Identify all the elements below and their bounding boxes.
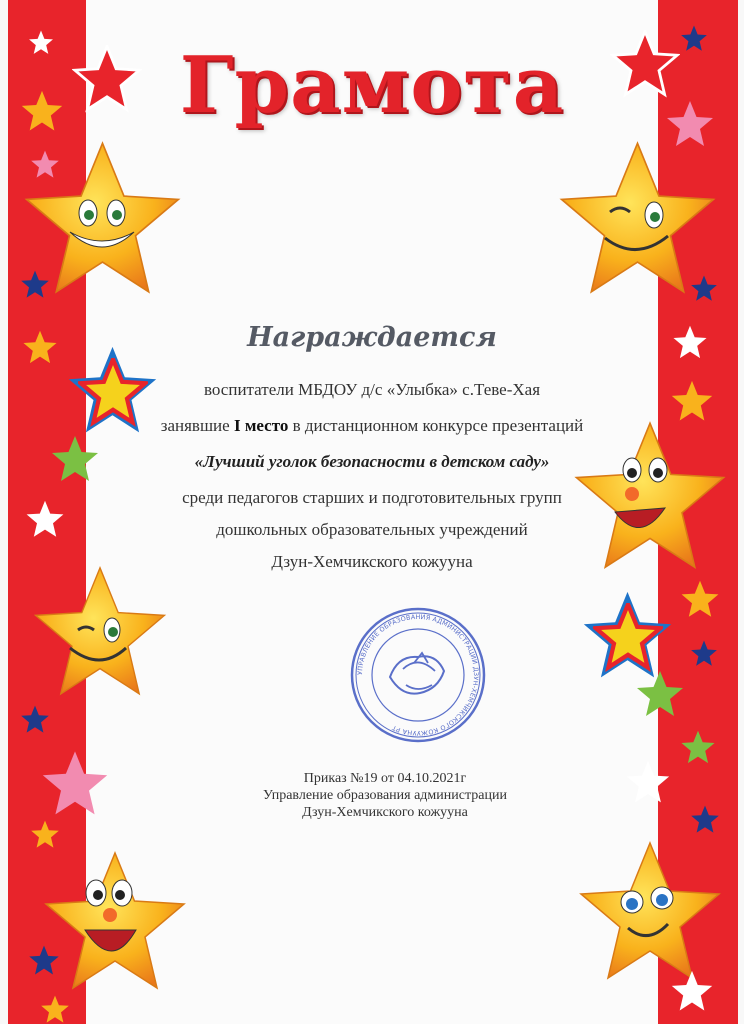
stamp-ring-text: УПРАВЛЕНИЕ ОБРАЗОВАНИЯ АДМИНИСТРАЦИИ ДЗУН-ХЕМЧИКСКОГО КОЖУУНА РТ [355, 612, 481, 738]
certificate-title: Грамота [179, 40, 565, 131]
svg-text:УПРАВЛЕНИЕ ОБРАЗОВАНИЯ АДМИНИС [356, 613, 480, 737]
awarded-heading: Награждается [247, 322, 497, 353]
achievement-line [100, 416, 644, 436]
achievement-suffix: в дистанционном конкурсе презентаций [288, 416, 584, 435]
region-line: Дзун-Хемчикского кожууна [271, 552, 473, 571]
smiley-star-icon [36, 568, 165, 694]
audience-line-2: дошкольных образовательных учреждений [216, 520, 528, 539]
issuer-line-1: Управление образования администрации [263, 788, 507, 803]
official-stamp [348, 605, 488, 745]
smiley-star-icon [581, 843, 719, 978]
issuer-line-2: Дзун-Хемчикского кожууна [302, 805, 468, 820]
recipient-line: воспитатели МБДОУ д/с «Улыбка» с.Теве-Хая [203, 380, 541, 399]
order-number: Приказ №19 от 04.10.2021г [303, 771, 467, 786]
place-label: I место [233, 416, 289, 435]
achievement-prefix: занявшие [160, 416, 234, 435]
smiley-star-icon [562, 143, 714, 291]
star-icon [584, 592, 671, 678]
contest-name: «Лучший уголок безопасности в детском саду» [194, 452, 550, 471]
smiley-star-icon [46, 853, 184, 988]
audience-line-1: среди педагогов старших и подготовительных групп [182, 488, 562, 507]
